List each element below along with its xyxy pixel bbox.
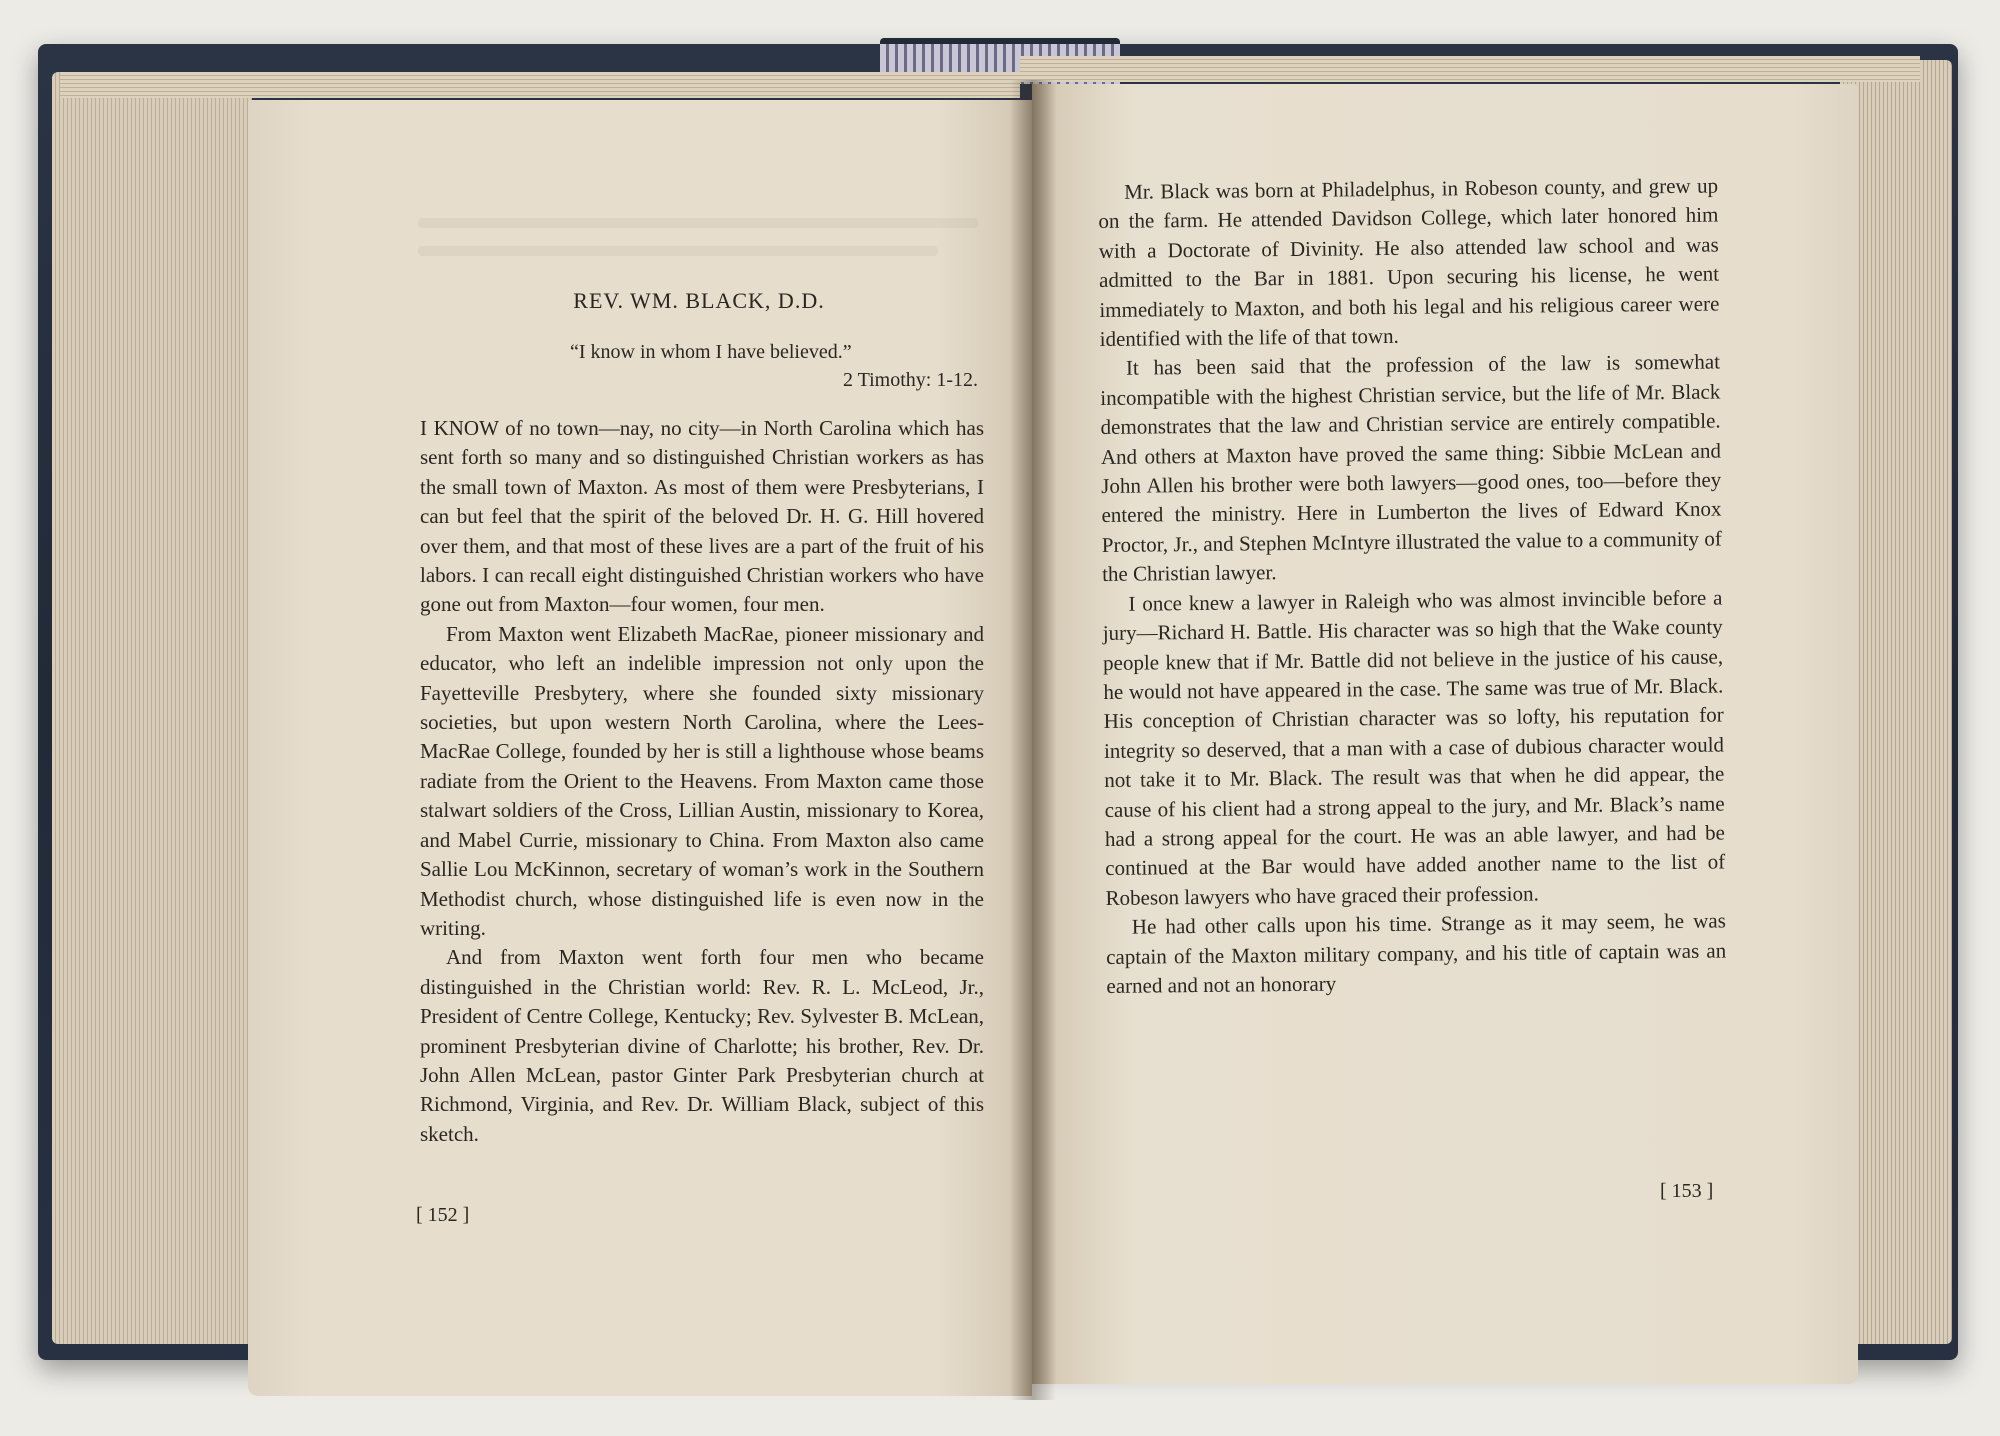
chapter-title: REV. WM. BLACK, D.D. (573, 288, 825, 313)
left-page-edges (52, 72, 252, 1344)
epigraph-citation: 2 Timothy: 1-12. (842, 369, 978, 391)
left-page-body (420, 414, 984, 1149)
paragraph: I once knew a lawyer in Raleigh who was almost invincible before a jury—Richard H. Battle. His character was so high that the Wake county people knew that if Mr. Battle did not believe in the justice of his cause, he would not have appeared in the case. The same was true of Mr. Black. His conception of Christian character was so lofty, his reputation for integrity so deserved, that a man with a case of dubious character would not take it to Mr. Black. The result was that when he did appear, the cause of his client had a strong appeal to the jury, and Mr. Black’s name had a strong appeal for the court. He was an able lawyer, and had be continued at the Bar would have added another name to the list of Robeson lawyers who have graced their profession. (1102, 585, 1726, 910)
paragraph: Mr. Black was born at Philadelphus, in Robeson county, and grew up on the farm. He attended Davidson College, which later honored him with a Doctorate of Divinity. He also attended law school and was admitted to the Bar in 1881. Upon securing his license, he went immediately to Maxton, and both his legal and his religious career were identified with the life of that town. (1098, 173, 1720, 352)
left-page (248, 100, 1032, 1396)
epigraph-quote: “I know in whom I have believed.” (570, 341, 852, 363)
show-through-text (418, 246, 938, 256)
epigraph (548, 338, 998, 394)
right-top-edges (1020, 56, 1920, 82)
left-top-edges (60, 72, 1020, 98)
paragraph: From Maxton went Elizabeth MacRae, pioneer missionary and educator, who left an indelible impression not only upon the Fayetteville Presbytery, where she founded sixty missionary societies, but upon western North Carolina, where the Lees-MacRae College, founded by her is still a lighthouse whose beams radiate from the Orient to the Heavens. From Maxton came those stalwart soldiers of the Cross, Lillian Austin, missionary to Korea, and Mabel Currie, missionary to China. From Maxton also came Sallie Lou McKinnon, secretary of woman’s work in the Southern Methodist church, whose distinguished life is even now in the writing. (420, 621, 984, 940)
paragraph: I KNOW of no town—nay, no city—in North Carolina which has sent forth so many and so distinguished Christian workers as has the small town of Maxton. As most of them were Presbyterians, I can but feel that the spirit of the beloved Dr. H. G. Hill hovered over them, and that most of these lives are a part of the fruit of his labors. I can recall eight distinguished Christian workers who have gone out from Maxton—four women, four men. (420, 416, 984, 617)
page-number: [ 153 ] (1660, 1180, 1714, 1202)
paragraph: He had other calls upon his time. Strange as it may seem, he was captain of the Maxton military company, and his title of captain was an earned and not an honorary (1106, 908, 1727, 998)
gutter-shadow (1010, 80, 1056, 1400)
page-number: [ 152 ] (416, 1204, 470, 1226)
right-page (1032, 84, 1858, 1384)
paragraph: It has been said that the profession of the law is somewhat incompatible with the highest Christian service, but the life of Mr. Black demonstrates that the law and Christian service are entirely compatible. And others at Maxton have proved the same thing: Sibbie McLean and John Allen his brother were both lawyers—good ones, too—before they entered the ministry. Here in Lumberton the lives of Edward Knox Proctor, Jr., and Stephen McIntyre illustrated the value to a community of the Christian lawyer. (1100, 349, 1722, 587)
right-page-body (1098, 172, 1727, 1002)
paragraph: And from Maxton went forth four men who became distinguished in the Christian world: Rev. R. L. McLeod, Jr., President of Centre College, Kentucky; Rev. Sylvester B. McLean, prominent Presbyterian divine of Charlotte; his brother, Rev. Dr. John Allen McLean, pastor Ginter Park Presbyterian church at Richmond, Virginia, and Rev. Dr. William Black, subject of this sketch. (420, 945, 984, 1146)
show-through-text (418, 218, 978, 228)
